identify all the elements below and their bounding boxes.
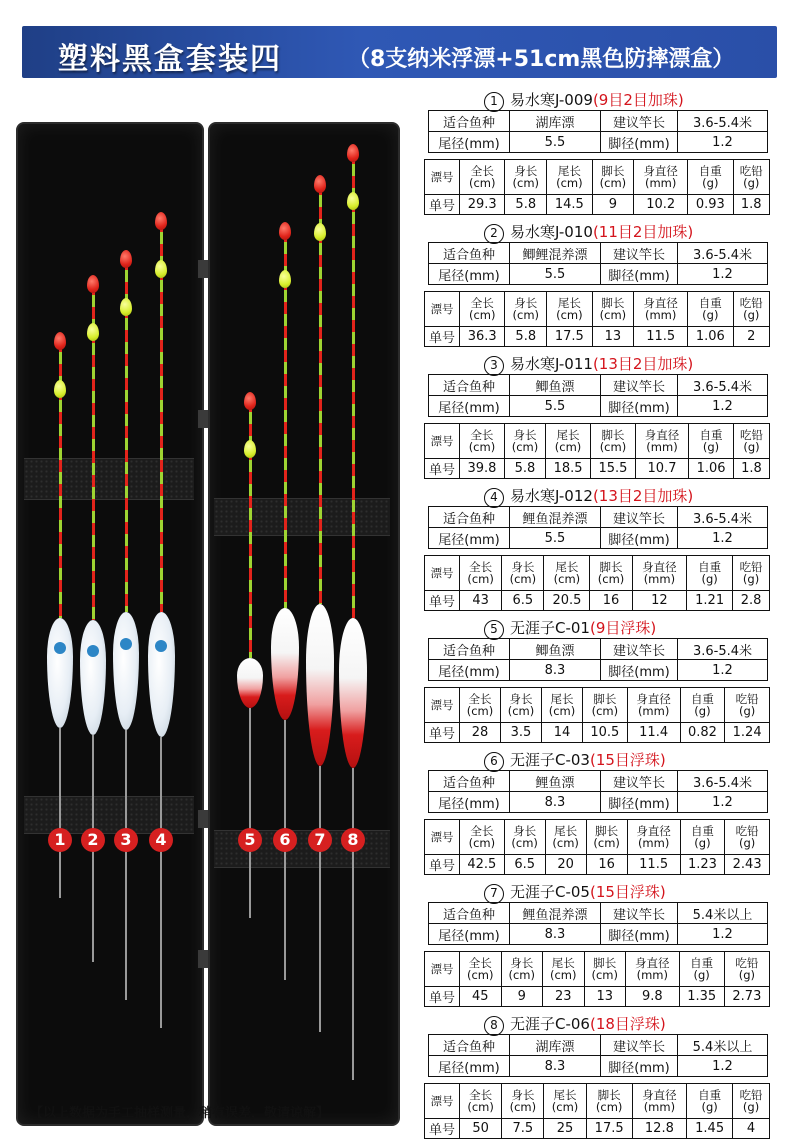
float-bead-yellow — [244, 440, 256, 458]
float-bead-red — [347, 144, 359, 162]
float-model-name: 易水寒J-012 — [510, 487, 593, 505]
float-bead-yellow — [314, 223, 326, 241]
product-photo — [0, 90, 418, 1148]
spec-title — [424, 222, 770, 242]
float-model-name: 无涯子C-03 — [510, 751, 590, 769]
float-number-badge: 4 — [149, 828, 173, 852]
float-number-badge: 1 — [48, 828, 72, 852]
spec-title — [424, 90, 770, 110]
float-model-extra: (18目浮珠) — [589, 1015, 666, 1033]
float-model-name: 无涯子C-01 — [510, 619, 590, 637]
spec-summary-table: 适合鱼种 鲤鱼混养漂 建议竿长 5.4米以上 尾径(mm) 8.3 脚径(mm) 1.2 — [428, 902, 768, 945]
brand-logo-icon — [54, 642, 66, 654]
spec-title — [424, 354, 770, 374]
float-model-extra: (15目浮珠) — [589, 883, 666, 901]
spec-block-7 — [424, 882, 770, 1007]
spec-block-2 — [424, 222, 770, 347]
brand-logo-icon — [155, 640, 167, 652]
spec-number: 8 — [484, 1016, 504, 1036]
spec-dimension-table: 漂号 全长 (cm) 身长 (cm) 尾长 (cm) 脚长 (cm) 身直径 (mm) 自重 (g) 吃铅 (g) 单号 29.3 5.8 14.5 9 10.2 0.93 1.8 — [424, 159, 770, 215]
spec-number: 5 — [484, 620, 504, 640]
spec-number: 7 — [484, 884, 504, 904]
spec-dimension-table: 漂号 全长 (cm) 身长 (cm) 尾长 (cm) 脚长 (cm) 身直径 (mm) 自重 (g) 吃铅 (g) 单号 42.5 6.5 20 16 11.5 1.23 2.43 — [424, 819, 770, 875]
spec-title — [424, 1014, 770, 1034]
float-stem — [249, 708, 251, 918]
page-title: 塑料黑盒套装四 — [58, 42, 282, 77]
spec-block-6 — [424, 750, 770, 875]
spec-summary-table: 适合鱼种 湖库漂 建议竿长 3.6-5.4米 尾径(mm) 5.5 脚径(mm) 1.2 — [428, 110, 768, 153]
float-bead-yellow — [155, 260, 167, 278]
float-bead-yellow — [87, 323, 99, 341]
float-stem — [319, 766, 321, 1032]
spec-summary-table: 适合鱼种 鲤鱼混养漂 建议竿长 3.6-5.4米 尾径(mm) 5.5 脚径(mm) 1.2 — [428, 506, 768, 549]
foam-strip — [214, 498, 390, 536]
float-model-extra: (13目2目加珠) — [592, 487, 694, 505]
float-tip — [319, 183, 322, 604]
float-model-name: 易水寒J-009 — [510, 91, 593, 109]
float-bead-yellow — [120, 298, 132, 316]
float-model-extra: (13目2目加珠) — [592, 355, 694, 373]
spec-dimension-table: 漂号 全长 (cm) 身长 (cm) 尾长 (cm) 脚长 (cm) 身直径 (mm) 自重 (g) 吃铅 (g) 单号 45 9 23 13 9.8 1.35 2.73 — [424, 951, 770, 1007]
float-number-badge: 2 — [81, 828, 105, 852]
disclaimer-note: 【以上数据为手工抽样测量，稍有误差，敬请谅解】 — [30, 1106, 330, 1121]
float-bead-red — [244, 392, 256, 410]
float-bead-red — [120, 250, 132, 268]
spec-dimension-table: 漂号 全长 (cm) 身长 (cm) 尾长 (cm) 脚长 (cm) 身直径 (mm) 自重 (g) 吃铅 (g) 单号 50 7.5 25 17.5 12.8 1.45 4 — [424, 1083, 770, 1139]
float-bead-red — [54, 332, 66, 350]
spec-title — [424, 882, 770, 902]
float-stem — [160, 737, 162, 1028]
spec-dimension-table: 漂号 全长 (cm) 身长 (cm) 尾长 (cm) 脚长 (cm) 身直径 (mm) 自重 (g) 吃铅 (g) 单号 43 6.5 20.5 16 12 1.21 2.8 — [424, 555, 770, 611]
foam-strip — [24, 458, 194, 500]
spec-block-5 — [424, 618, 770, 743]
spec-title — [424, 750, 770, 770]
spec-number: 1 — [484, 92, 504, 112]
float-model-extra: (9目2目加珠) — [592, 91, 684, 109]
float-box-right — [208, 122, 400, 1126]
float-tip — [249, 400, 252, 658]
float-model-name: 无涯子C-05 — [510, 883, 590, 901]
spec-summary-table: 适合鱼种 鲫鲤混养漂 建议竿长 3.6-5.4米 尾径(mm) 5.5 脚径(mm) 1.2 — [428, 242, 768, 285]
spec-dimension-table: 漂号 全长 (cm) 身长 (cm) 尾长 (cm) 脚长 (cm) 身直径 (mm) 自重 (g) 吃铅 (g) 单号 36.3 5.8 17.5 13 11.5 1.06 2 — [424, 291, 770, 347]
foam-strip — [24, 796, 194, 834]
spec-block-3 — [424, 354, 770, 479]
brand-logo-icon — [120, 638, 132, 650]
float-number-badge: 6 — [273, 828, 297, 852]
spec-number: 2 — [484, 224, 504, 244]
spec-dimension-table: 漂号 全长 (cm) 身长 (cm) 尾长 (cm) 脚长 (cm) 身直径 (mm) 自重 (g) 吃铅 (g) 单号 39.8 5.8 18.5 15.5 10.7 1.06 1.8 — [424, 423, 770, 479]
float-model-extra: (15目浮珠) — [589, 751, 666, 769]
float-model-name: 易水寒J-011 — [510, 355, 593, 373]
float-bead-yellow — [347, 192, 359, 210]
spec-summary-table: 适合鱼种 鲤鱼漂 建议竿长 3.6-5.4米 尾径(mm) 8.3 脚径(mm) 1.2 — [428, 770, 768, 813]
float-tip — [160, 220, 163, 612]
spec-number: 4 — [484, 488, 504, 508]
float-bead-yellow — [54, 380, 66, 398]
float-number-badge: 3 — [114, 828, 138, 852]
box-hinge — [198, 950, 208, 968]
float-number-badge: 5 — [238, 828, 262, 852]
float-stem — [125, 730, 127, 1000]
float-number-badge: 7 — [308, 828, 332, 852]
spec-block-8 — [424, 1014, 770, 1139]
float-bead-red — [279, 222, 291, 240]
box-hinge — [198, 260, 208, 278]
page-subtitle: （8支纳米浮漂+51cm黑色防摔漂盒） — [348, 47, 735, 72]
box-hinge — [198, 410, 208, 428]
float-bead-red — [155, 212, 167, 230]
float-bead-red — [314, 175, 326, 193]
float-model-extra: (9目浮珠) — [589, 619, 657, 637]
spec-number: 6 — [484, 752, 504, 772]
spec-title — [424, 618, 770, 638]
float-box-left — [16, 122, 204, 1126]
float-bead-red — [87, 275, 99, 293]
float-stem — [352, 768, 354, 1080]
spec-number: 3 — [484, 356, 504, 376]
float-stem — [59, 728, 61, 898]
box-hinge — [198, 810, 208, 828]
spec-block-4 — [424, 486, 770, 611]
float-model-name: 无涯子C-06 — [510, 1015, 590, 1033]
brand-logo-icon — [87, 645, 99, 657]
spec-title — [424, 486, 770, 506]
header — [0, 0, 800, 88]
spec-summary-table: 适合鱼种 鲫鱼漂 建议竿长 3.6-5.4米 尾径(mm) 8.3 脚径(mm) 1.2 — [428, 638, 768, 681]
float-number-badge: 8 — [341, 828, 365, 852]
float-bead-yellow — [279, 270, 291, 288]
spec-summary-table: 适合鱼种 湖库漂 建议竿长 5.4米以上 尾径(mm) 8.3 脚径(mm) 1.2 — [428, 1034, 768, 1077]
spec-summary-table: 适合鱼种 鲫鱼漂 建议竿长 3.6-5.4米 尾径(mm) 5.5 脚径(mm) 1.2 — [428, 374, 768, 417]
spec-block-1 — [424, 90, 770, 215]
float-model-extra: (11目2目加珠) — [592, 223, 694, 241]
float-tip — [352, 152, 355, 618]
float-model-name: 易水寒J-010 — [510, 223, 593, 241]
spec-dimension-table: 漂号 全长 (cm) 身长 (cm) 尾长 (cm) 脚长 (cm) 身直径 (mm) 自重 (g) 吃铅 (g) 单号 28 3.5 14 10.5 11.4 0.82 1.24 — [424, 687, 770, 743]
